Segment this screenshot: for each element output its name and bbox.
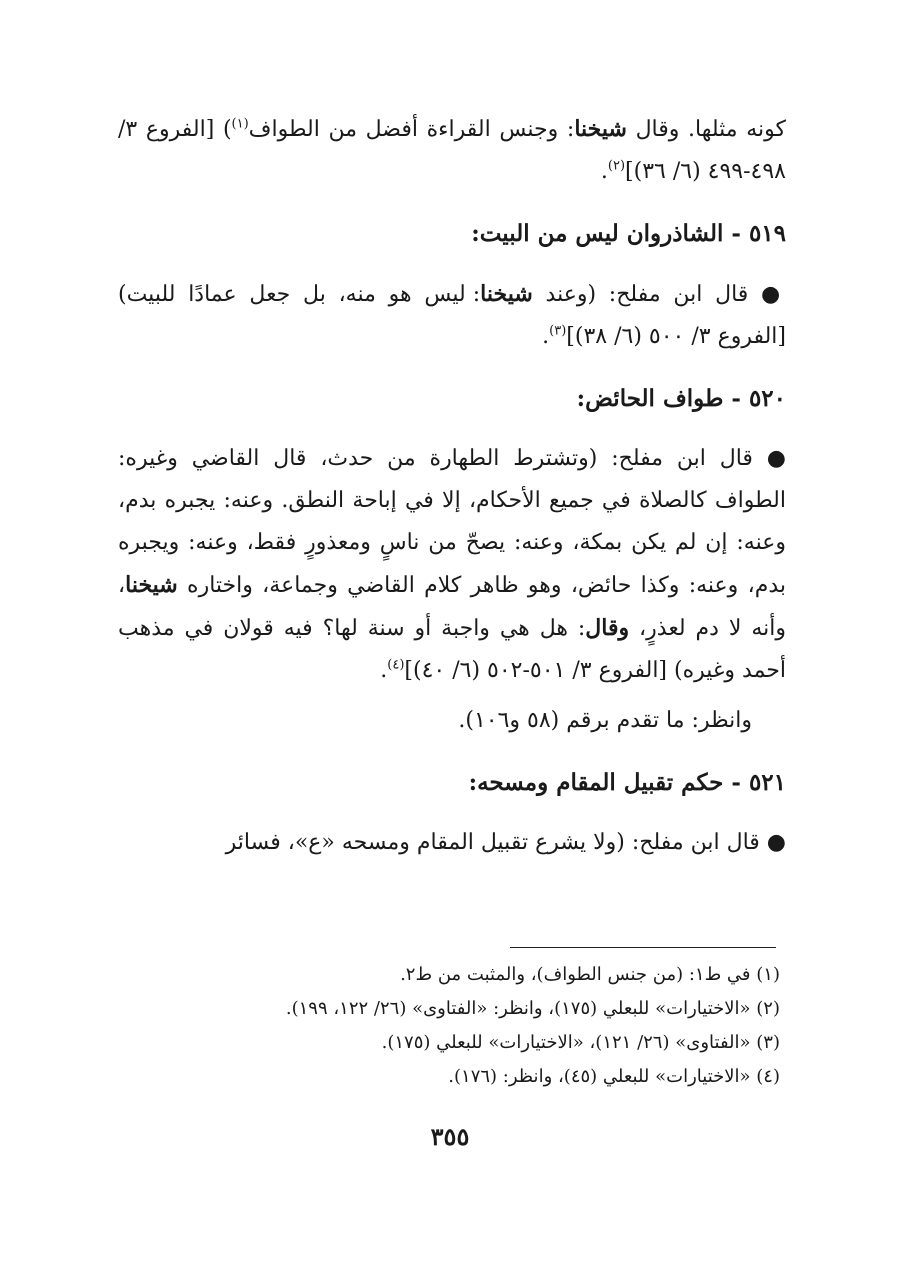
- paragraph-3: [118, 438, 786, 692]
- para1-bold: شيخنا: [574, 116, 627, 142]
- footnote-ref: (٢): [607, 158, 626, 174]
- para2-bold: شيخنا: [480, 281, 533, 307]
- footnote-ref: (٣): [549, 323, 567, 339]
- section-heading-519: ٥١٩ - الشاذروان ليس من البيت:: [471, 220, 786, 247]
- para1-text: كونه مثلها. وقال: [626, 117, 786, 142]
- para3-text: ● قال ابن مفلح: (وتشترط الطهارة من حدث، قال القاضي وغيره: الطواف كالصلاة في جميع الأحكام، إلا في إباحة النطق. وعنه: يجبره بدم، وعنه: إن لم يكن بمكة، وعنه: يصحّ من ناسٍ ومعذورٍ فقط، وعنه: ويجبره بدم، وعنه: وكذا حائض، وهو ظاهر كلام القاضي وجماعة، واختاره: [118, 446, 786, 598]
- page-number: ٣٥٥: [430, 1122, 470, 1151]
- footnote-4: (٤) «الاختيارات» للبعلي (٤٥)، وانظر: (١٧٦).: [448, 1066, 780, 1087]
- para3-bold: شيخنا: [125, 572, 178, 598]
- footnote-ref: (٤): [387, 657, 405, 673]
- para1-text: .: [600, 159, 608, 184]
- para3-text: ، وأنه لا دم لعذرٍ،: [118, 573, 786, 641]
- para2-text: : ليس هو منه، بل جعل عمادًا للبيت) [الفروع ٣/ ٥٠٠ (٦/ ٣٨)]: [118, 282, 786, 349]
- paragraph-2: [118, 273, 786, 358]
- para1-text: ) [الفروع ٣/ ٤٩٨-٤٩٩ (٦/ ٣٦)]: [118, 117, 786, 184]
- para2-text: .: [542, 324, 550, 349]
- footnote-1: (١) في ط١: (من جنس الطواف)، والمثبت من ط٢.: [400, 964, 780, 985]
- footnote-ref: (١): [231, 116, 249, 132]
- paragraph-4: ● قال ابن مفلح: (ولا يشرع تقبيل المقام ومسحه «ع»، فسائر: [225, 830, 786, 855]
- paragraph-1: [118, 108, 786, 193]
- section-heading-520: ٥٢٠ - طواف الحائض:: [576, 385, 786, 412]
- para3-bold: وقال: [585, 615, 630, 641]
- section-heading-521: ٥٢١ - حكم تقبيل المقام ومسحه:: [468, 769, 786, 796]
- para3-text: : هل هي واجبة أو سنة لها؟ فيه قولان في مذهب أحمد وغيره) [الفروع ٣/ ٥٠١-٥٠٢ (٦/ ٤٠)]: [118, 616, 786, 683]
- para2-text: ● قال ابن مفلح: (وعند: [532, 282, 786, 307]
- footnote-divider: [510, 947, 776, 948]
- page-body: [118, 108, 786, 864]
- see-also-line: وانظر: ما تقدم برقم (٥٨ و١٠٦).: [458, 708, 752, 733]
- para1-text: : وجنس القراءة أفضل من الطواف: [248, 117, 575, 142]
- para3-text: .: [380, 658, 388, 683]
- footnote-2: (٢) «الاختيارات» للبعلي (١٧٥)، وانظر: «الفتاوى» (٢٦/ ١٢٢، ١٩٩).: [285, 998, 780, 1019]
- footnote-3: (٣) «الفتاوى» (٢٦/ ١٢١)، «الاختيارات» للبعلي (١٧٥).: [381, 1032, 780, 1053]
- footnotes: [200, 958, 780, 1094]
